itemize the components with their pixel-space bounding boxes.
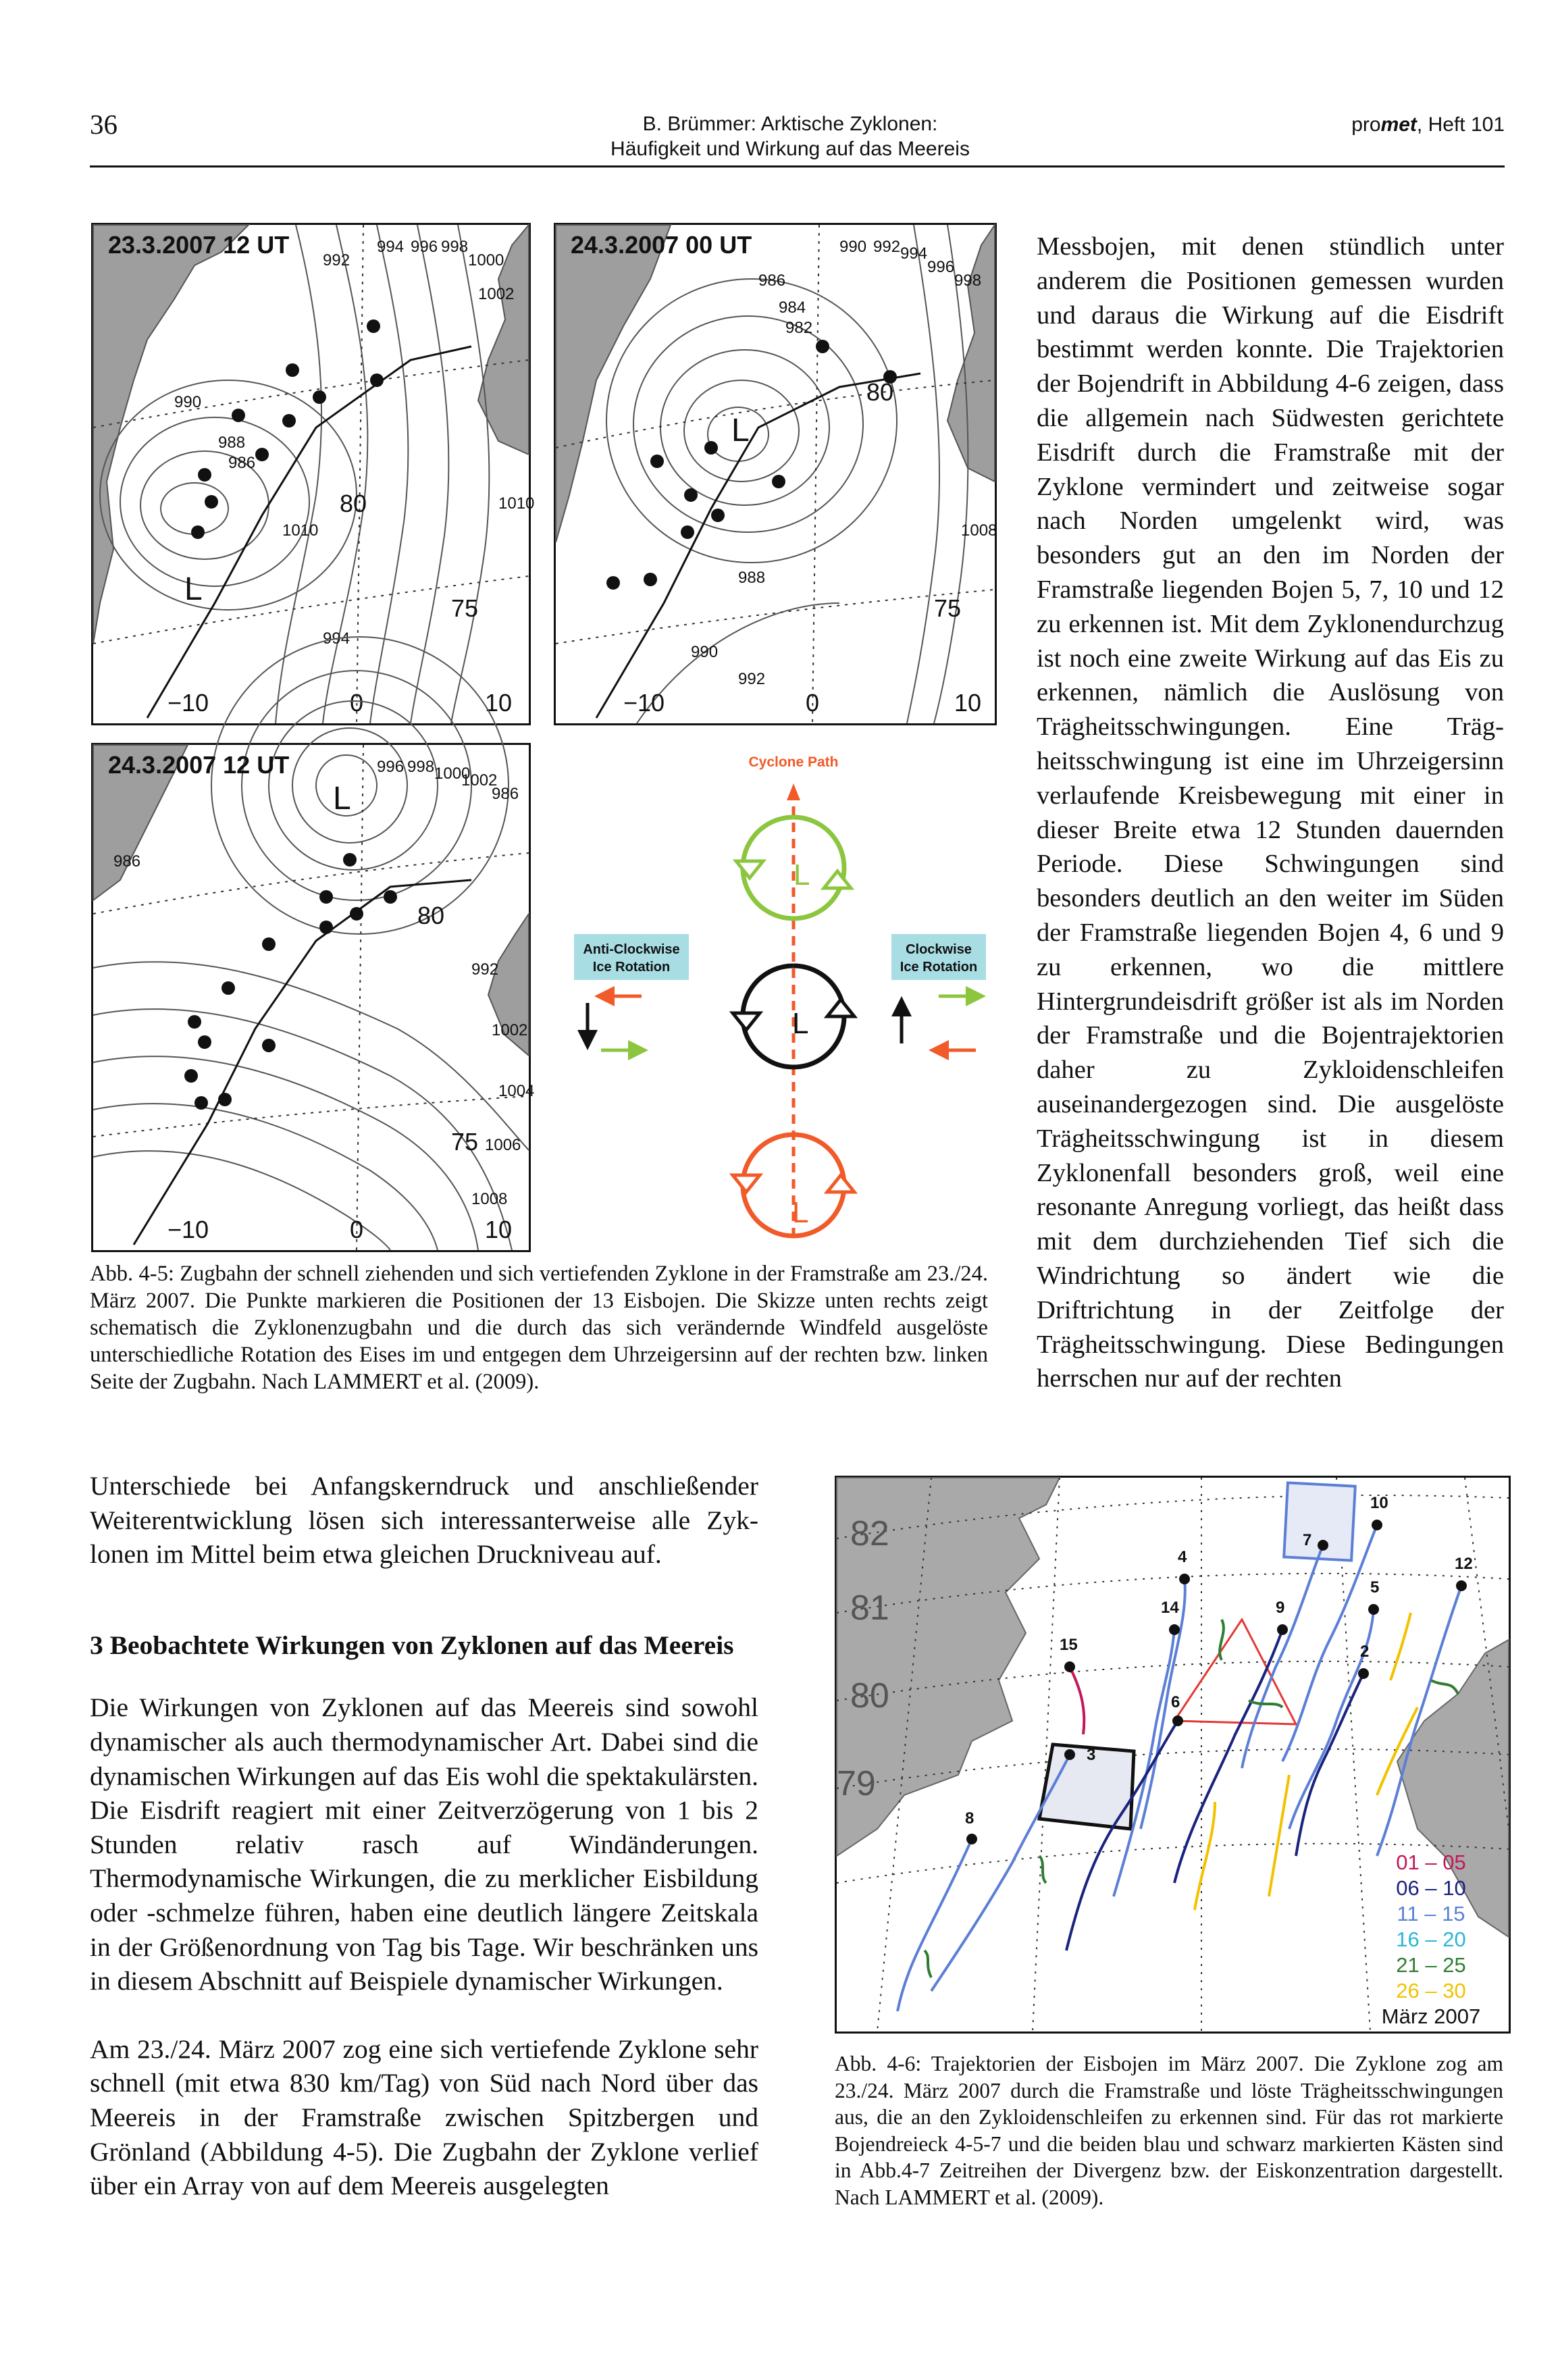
buoy-dot: [198, 1035, 211, 1049]
lat-label-81: 81: [850, 1588, 889, 1628]
isobar-label: 992: [471, 960, 499, 979]
buoy-dot: [367, 319, 380, 333]
isobar-label: 994: [377, 238, 405, 256]
lat-label-80: 80: [850, 1676, 889, 1715]
buoy-6: [1172, 1715, 1183, 1726]
left-column-text: [90, 1469, 758, 2203]
lat-label-79: 79: [837, 1764, 876, 1803]
isobar-label: 998: [441, 238, 469, 256]
low-label-green: L: [794, 858, 810, 891]
date-legend: [1382, 1851, 1480, 2028]
trajectory-9: [1174, 1630, 1282, 1883]
buoy-dot: [606, 576, 620, 590]
trajectory-yellow-d: [1390, 1613, 1411, 1680]
buoy-dot: [191, 525, 205, 539]
isobar: [276, 225, 321, 723]
buoy-label-7: 7: [1303, 1531, 1312, 1549]
buoy-dot: [282, 414, 296, 428]
map-panel-2-svg: [556, 225, 995, 723]
lon-label-minus10: −10: [623, 689, 665, 717]
isobar-label: 984: [779, 299, 806, 317]
lon-label-10: 10: [485, 1216, 513, 1243]
buoy-label-15: 15: [1060, 1636, 1078, 1654]
isobar-label: 998: [407, 758, 435, 776]
buoy-14: [1169, 1624, 1180, 1635]
buoy-dot: [711, 509, 725, 522]
trajectory-15: [1070, 1667, 1084, 1734]
isobar-label: 996: [377, 758, 405, 776]
running-title-line1: B. Brümmer: Arktische Zyklonen:: [642, 113, 938, 135]
buoy-dot: [644, 573, 657, 586]
buoy-trajectory-map: [835, 1476, 1511, 2034]
buoy-dot: [772, 475, 785, 488]
isobar-label: 988: [738, 569, 766, 587]
isobar-label: 990: [174, 393, 202, 411]
isobar-label: 992: [323, 251, 350, 269]
buoy-dot: [319, 890, 333, 904]
cyclone-path-label: Cyclone Path: [748, 754, 839, 770]
journal-name-met: met: [1380, 113, 1417, 136]
svalbard-land: [947, 225, 995, 482]
paragraph-march-2007: Am 23./24. März 2007 zog eine sich vertiefende Zyklone sehr schnell (mit etwa 830 km/Tag) von Süd nach Nord über das Meereis in der Framstraße zwischen Spitzbergen und Grönland (Abbildung 4-5). Die Zugbahn der Zyklone verlief über ein Array von auf dem Meereis ausgelegten: [90, 2034, 758, 2201]
lat-label-82: 82: [850, 1514, 889, 1553]
buoy-4: [1179, 1574, 1190, 1584]
legend-month: März 2007: [1381, 2004, 1481, 2028]
buoy-10: [1372, 1520, 1382, 1530]
red-arrowhead-left: [733, 1175, 760, 1192]
buoy-label-5: 5: [1370, 1578, 1380, 1597]
panel-timestamp: 24.3.2007 00 UT: [571, 231, 752, 259]
buoy-dot: [262, 937, 276, 951]
buoy-dot: [704, 441, 718, 455]
buoy-dot: [194, 1096, 208, 1110]
paragraph-cyclone-decay: Unterschiede bei Anfangskerndruck und anschließender Weiterentwicklung lösen sich interessanterweise alle Zyklonen im Mittel beim etwa gleichen Druckniveau auf.: [90, 1471, 758, 1570]
legend-item: 11 – 15: [1397, 1902, 1465, 1925]
isobar-label: 1002: [492, 1021, 528, 1039]
journal-name: [1351, 113, 1505, 136]
black-arrowhead-right: [827, 1000, 854, 1016]
isobar-label: 986: [758, 271, 786, 290]
isobar-label: 1000: [434, 765, 471, 783]
legend-item: 26 – 30: [1396, 1979, 1466, 2002]
buoy-dot: [681, 525, 694, 539]
isobar-label: 1006: [485, 1136, 521, 1154]
legend-item: 16 – 20: [1396, 1928, 1466, 1951]
trajectory-green-b: [1249, 1701, 1282, 1707]
isobar: [93, 1009, 512, 1250]
buoy-dot: [188, 1015, 201, 1029]
trajectory-yellow-b: [1269, 1775, 1289, 1896]
isobar-label: 1008: [961, 521, 997, 540]
isobar: [907, 225, 939, 723]
panel-timestamp: 24.3.2007 12 UT: [108, 751, 290, 779]
buoy-2: [1358, 1668, 1369, 1679]
lat-label-75: 75: [934, 594, 962, 622]
buoy-dot: [262, 1039, 276, 1052]
isobar-label: 986: [113, 852, 141, 871]
isobar-label: 990: [691, 643, 719, 661]
map-panel-3-svg: [93, 745, 535, 1250]
isobar-label: 1000: [468, 251, 504, 269]
red-arrowhead-right: [827, 1175, 854, 1192]
lat-label-75: 75: [451, 594, 479, 622]
lat-line-80: [93, 360, 529, 428]
lon-label-0: 0: [806, 689, 820, 717]
buoy-dot: [384, 890, 397, 904]
buoy-dot: [286, 363, 299, 377]
isobar-label: 1002: [478, 285, 515, 303]
isobar-label: 994: [900, 244, 928, 263]
isobar-label: 992: [738, 670, 766, 688]
buoy-label-14: 14: [1161, 1599, 1179, 1617]
schematic-svg: [561, 743, 993, 1249]
buoy-15: [1064, 1661, 1075, 1672]
trajectory-7: [1242, 1545, 1323, 1768]
clockwise-label-line1: Clockwise: [906, 942, 972, 957]
isobar-label: 996: [411, 238, 438, 256]
lat-label-75: 75: [451, 1128, 479, 1156]
cyclone-track: [596, 373, 920, 718]
isobar: [93, 1151, 390, 1250]
map-panel-23-03-12ut: [91, 223, 535, 725]
buoy-dot: [319, 921, 333, 934]
lon-label-0: 0: [350, 1216, 364, 1243]
legend-item: 01 – 05: [1396, 1851, 1466, 1874]
lon-label-0: 0: [350, 689, 364, 717]
anticlockwise-label-line1: Anti-Clockwise: [583, 942, 680, 957]
buoy-dot: [222, 981, 235, 995]
isobar: [323, 225, 367, 723]
journal-name-pro: pro: [1351, 113, 1381, 136]
isobar-label: 986: [228, 454, 256, 472]
paragraph-effects: Die Wirkungen von Zyklonen auf das Meereis sind sowohl dynamischer als auch thermodynamischer Art. Dabei sind die dynamischen Wirkungen auf das Eis wohl die spektakulärsten. Die Eisdrift reagiert mit einer Zeitverzögerung von 1 bis 2 Stunden relativ rasch auf Windänderungen. Thermodynamische Wirkungen, die zu merklicher Eisbildung oder -schmelze führen, haben eine deutlich längere Zeitskala in der Größenordnung von Tag bis Tage. Wir beschränken uns in diesem Abschnitt auf Beispiele dynamischer Wirkungen.: [90, 1692, 758, 1996]
buoy-dot: [370, 373, 384, 387]
buoy-dot: [198, 468, 211, 482]
buoy-label-3: 3: [1087, 1746, 1096, 1764]
lat-label-80: 80: [417, 902, 445, 929]
lon-label-10: 10: [954, 689, 982, 717]
right-column-text: Messbojen, mit denen stündlich unter anderem die Positionen gemessen wurden und daraus die Wirkung auf die Eisdrift bestimmt werden konnte. Die Trajektorien der Bojendrift in Abbildung 4-6 zeigen, dass die allgemein nach Südwesten gerichtete Eisdrift durch die Framstraße mit der Zyklone vermindert und zeitweise sogar nach Norden umgelenkt wird, was besonders gut an den im Norden der Framstraße liegenden Bojen 5, 7, 10 und 12 zu erkennen ist. Mit dem Zyklonendurchzug ist noch eine zweite Wirkung auf das Eis zu erkennen, nämlich die Auslösung von Trägheitsschwingungen. Eine Trägheitsschwingung ist eine im Uhrzeigersinn verlaufende Kreisbewegung mit einer in dieser Breite etwa 12 Stunden dauernden Periode. Diese Schwingungen sind besonders deutlich an den weiter im Süden der Framstraße liegenden Bojen 4, 6 und 9 zu erkennen, wo die mittlere Hintergrundeisdrift größer ist als im Norden der Framstraße und die Bojentrajektorien daher zu Zykloidenschleifen auseinandergezogen sind. Die ausgelöste Trägheitsschwingung ist in diesem Zyklonenfall besonders groß, weil eine resonante Anregung vorliegt, das heißt dass mit dem durchziehenden Tief sich die Windrichtung so ändert wie die Driftrichtung in der Zeitfolge der Trägheitsschwingung. Diese Bedingungen herrschen nur auf der rechten: [1037, 232, 1504, 1393]
buoy-dot: [205, 495, 218, 509]
anticlockwise-label-line2: Ice Rotation: [592, 960, 671, 975]
isobar-label: 1010: [498, 494, 535, 513]
figure-4-6-caption: Abb. 4-6: Trajektorien der Eisbojen im März 2007. Die Zyklone zog am 23./24. März 2007 durch die Framstraße und löste Trägheitsschwingungen aus, die an den Zykloidenschleifen zu erkennen sind. Für das rot markierte Bojendreieck 4-5-7 und die beiden blau und schwarz markierten Kästen sind in Abb.4-7 Zeitreihen der Divergenz bzw. der Eiskonzentration dargestellt. Nach LAMMERT et al. (2009).: [835, 2052, 1503, 2209]
low-label-red: L: [792, 1196, 809, 1229]
lon-label-10: 10: [485, 689, 513, 717]
buoy-dot: [313, 390, 326, 404]
greenland-land: [556, 225, 671, 542]
running-title-line2: Häufigkeit und Wirkung auf das Meereis: [610, 138, 970, 160]
lon-label-minus10: −10: [167, 1216, 209, 1243]
low-label-black: L: [792, 1007, 809, 1040]
buoy-dot: [816, 340, 829, 353]
lon-line-0: [357, 745, 363, 1250]
black-arrowhead-left: [733, 1013, 760, 1030]
isobar-label: 998: [954, 271, 982, 290]
buoy-label-12: 12: [1455, 1555, 1473, 1573]
isobar-label: 1010: [282, 521, 319, 540]
lat-line-80: [93, 853, 529, 914]
isobar-label: 1008: [471, 1190, 508, 1208]
running-title: [473, 111, 1108, 161]
buoy-12: [1456, 1580, 1467, 1591]
buoy-9: [1277, 1624, 1288, 1635]
trajectory-green-c: [1431, 1680, 1458, 1694]
buoy-label-4: 4: [1178, 1548, 1187, 1566]
buoy-label-10: 10: [1370, 1494, 1388, 1512]
page-number: 36: [90, 109, 118, 140]
buoy-dot: [343, 853, 357, 866]
lat-label-80: 80: [866, 378, 894, 406]
red-triangle: [1174, 1620, 1296, 1724]
isobar-label: 1002: [461, 771, 498, 790]
isobar-label: 996: [927, 258, 955, 276]
map-panel-24-03-00ut: [554, 223, 997, 725]
buoy-8: [966, 1834, 977, 1844]
isobar-label: 986: [492, 785, 519, 803]
legend-item: 06 – 10: [1396, 1876, 1466, 1900]
buoy-3: [1064, 1749, 1075, 1760]
isobar-label: 982: [785, 319, 813, 337]
buoy-label-2: 2: [1360, 1642, 1370, 1661]
buoy-dot: [218, 1093, 232, 1106]
section-heading: 3 Beobachtete Wirkungen von Zyklonen auf das Meereis: [90, 1630, 734, 1660]
buoy-dot: [255, 448, 269, 461]
buoy-7: [1318, 1540, 1328, 1551]
clockwise-label-line2: Ice Rotation: [900, 960, 978, 975]
green-arrowhead-left: [736, 861, 763, 878]
journal-name-issue: , Heft 101: [1416, 113, 1505, 136]
cyclone-path-arrowhead: [787, 783, 800, 800]
cyclone-track: [134, 880, 471, 1245]
isobar-label: 988: [218, 434, 246, 452]
panel-timestamp: 23.3.2007 12 UT: [108, 231, 290, 259]
buoy-label-8: 8: [965, 1809, 974, 1828]
isobar-label: 1004: [498, 1082, 535, 1100]
buoy-5: [1368, 1604, 1379, 1615]
isobar: [93, 1056, 478, 1250]
map-panel-1-svg: [93, 225, 535, 723]
low-pressure-label: L: [731, 413, 750, 448]
buoy-dot: [232, 409, 245, 422]
isobar-label: 994: [323, 629, 350, 648]
lat-label-80: 80: [340, 490, 367, 517]
trajectory-green-a: [1220, 1620, 1224, 1660]
ice-rotation-schematic: [561, 743, 993, 1249]
buoy-dot: [350, 907, 363, 921]
isobar: [370, 225, 408, 723]
buoy-dot: [650, 455, 664, 468]
buoy-label-6: 6: [1171, 1693, 1180, 1711]
figure-4-5-caption: Abb. 4-5: Zugbahn der schnell ziehenden und sich vertiefenden Zyklone in der Framstraße am 23./24. März 2007. Die Punkte markieren die Positionen der 13 Eisbojen. Die Skizze unten rechts zeigt schematisch die Zyklonenzugbahn und die durch das sich verändernde Windfeld ausgelöste unterschiedliche Rotation des Eises im und entgegen dem Uhrzeigersinn auf der rechten bzw. linken Seite der Zugbahn. Nach LAMMERT et al. (2009).: [90, 1262, 988, 1394]
header-rule: [90, 165, 1505, 167]
buoy-dot: [684, 488, 698, 502]
legend-item: 21 – 25: [1396, 1953, 1466, 1977]
low-pressure-label: L: [333, 781, 351, 817]
isobar-label: 990: [839, 238, 867, 256]
trajectory-map-svg: [837, 1478, 1509, 2032]
isobar: [269, 701, 438, 870]
lon-line-0: [357, 225, 363, 723]
isobar: [606, 279, 897, 563]
isobar-label: 992: [873, 238, 901, 256]
lon-label-minus10: −10: [167, 689, 209, 717]
low-pressure-label: L: [184, 571, 203, 607]
map-panel-24-03-12ut: [91, 743, 535, 1252]
trajectory-green-d: [1039, 1856, 1046, 1883]
lon-line-0: [812, 225, 819, 723]
isobar: [100, 380, 357, 610]
buoy-dot: [184, 1069, 198, 1083]
trajectory-green-e: [925, 1950, 931, 1977]
green-arrowhead-right: [824, 871, 851, 888]
buoy-label-9: 9: [1276, 1599, 1285, 1617]
